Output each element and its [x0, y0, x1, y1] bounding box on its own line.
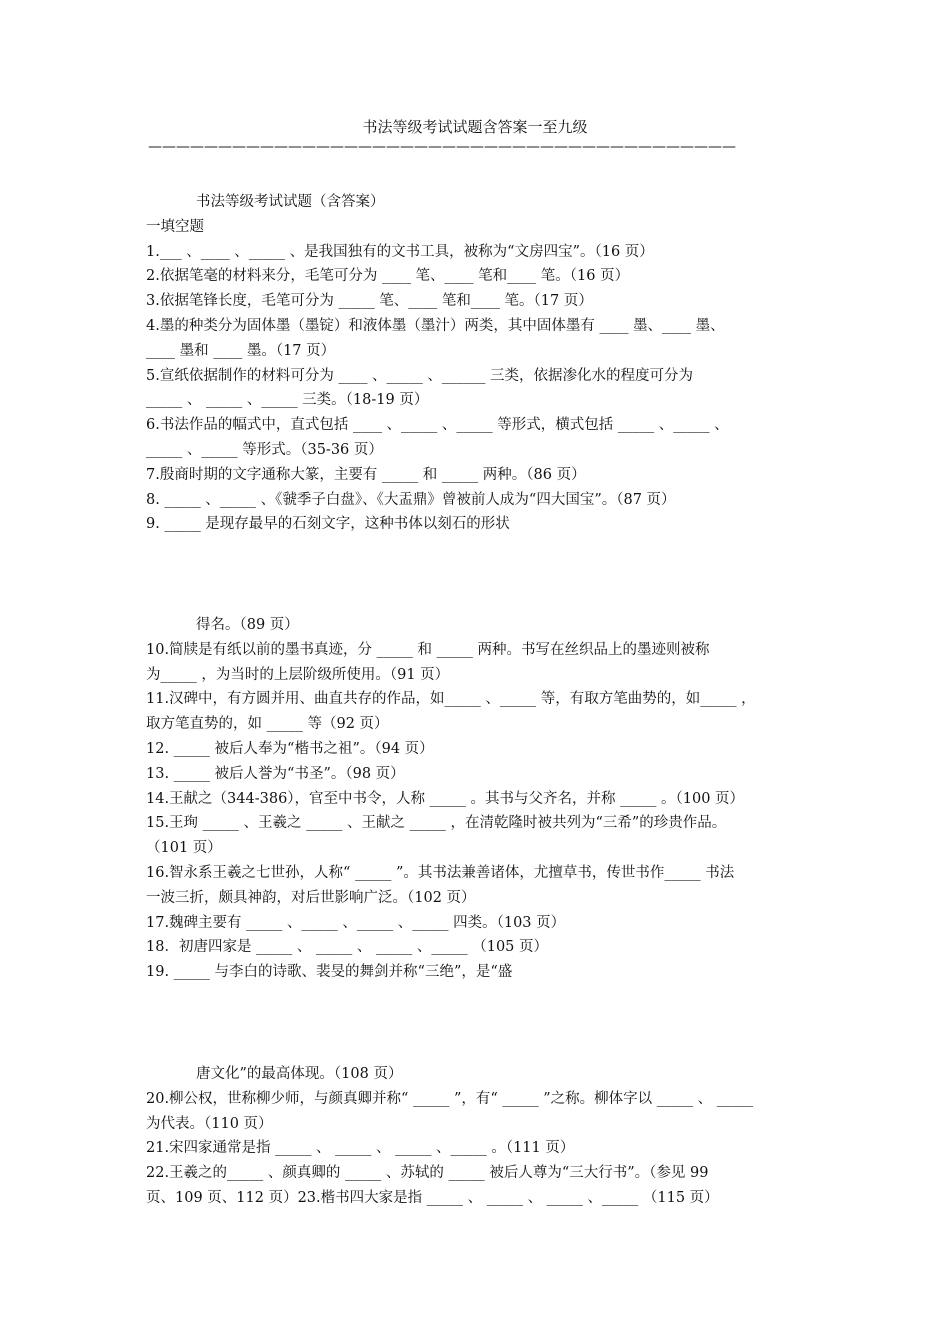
question-line: 14.王献之（344-386），官至中书令，人称 _____ 。其书与父齐名，并称 _____ 。（100 页） [146, 790, 745, 807]
question-line: 页、109 页、112 页）23.楷书四大家是指 _____ 、 _____ 、 _____ 、_____ （115 页） [146, 1189, 719, 1206]
question-line: 唐文化”的最高体现。（108 页） [196, 1066, 403, 1082]
question-line: 7.殷商时期的文字通称大篆，主要有 _____ 和 _____ 两种。（86 页） [146, 466, 586, 483]
title-divider: —————————————————————————————————————————— [148, 139, 736, 155]
question-block-1 [146, 190, 810, 537]
question-line: 17.魏碑主要有 _____ 、_____ 、_____ 、_____ 四类。（103 页） [146, 914, 566, 931]
question-line: _____ 、 _____ 、_____ 三类。（18-19 页） [146, 392, 429, 409]
question-line: 8. _____ 、_____ 、《虢季子白盘》、《大盂鼎》曾被前人成为“四大国宝”。（87 页） [146, 491, 676, 508]
question-line: 10.简牍是有纸以前的墨书真迹，分 _____ 和 _____ 两种。书写在丝织品上的墨迹则被称 [146, 641, 710, 658]
question-line: 22.王羲之的_____ 、颜真卿的 _____ 、苏轼的 _____ 被后人尊为“三大行书”。（参见 99 [146, 1165, 709, 1182]
question-line: 1.___ 、____ 、_____ 、是我国独有的文书工具，被称为“文房四宝”。（16 页） [146, 243, 654, 260]
section-title: 书法等级考试试题（含答案） [196, 194, 385, 210]
question-line: 9. _____ 是现存最早的石刻文字，这种书体以刻石的形状 [146, 516, 510, 533]
question-line: 20.柳公权，世称柳少师，与颜真卿并称“ _____ ”，有“ _____ ”之称。柳体字以 _____ 、 _____ [146, 1090, 753, 1107]
question-line: 11.汉碑中，有方圆并用、曲直共存的作品，如_____ 、_____ 等，有取方笔曲势的，如_____ ， [146, 691, 756, 708]
question-line: 16.智永系王羲之七世孙，人称“ _____ ”。其书法兼善诸体，尤擅草书，传世书作_____ 书法 [146, 864, 735, 881]
question-line: 为代表。（110 页） [146, 1115, 273, 1132]
question-block-3 [146, 1062, 810, 1211]
question-line: _____ 、_____ 等形式。（35-36 页） [146, 441, 383, 458]
question-line: （101 页） [146, 840, 222, 857]
question-line: 5.宣纸依据制作的材料可分为 ____ 、_____ 、______ 三类，依据渗化水的程度可分为 [146, 367, 694, 384]
question-line: 6.书法作品的幅式中，直式包括 ____ 、_____ 、_____ 等形式，横式包括 _____ 、_____ 、 [146, 417, 729, 434]
question-line: 21.宋四家通常是指 _____ 、 _____ 、 _____ 、_____ 。（111 页） [146, 1140, 575, 1157]
question-line: 2.依据笔毫的材料来分，毛笔可分为 ____ 笔、____ 笔和____ 笔。（16 页） [146, 268, 630, 285]
question-line: 18．初唐四家是 _____ 、 _____ 、 _____ 、_____ （105 页） [146, 939, 548, 956]
question-line: 12. _____ 被后人奉为“楷书之祖”。（94 页） [146, 740, 434, 757]
question-line: 13. _____ 被后人誉为“书圣”。（98 页） [146, 765, 405, 782]
document-title: 书法等级考试试题含答案一至九级 [362, 118, 588, 136]
question-block-2 [146, 613, 810, 985]
question-line: 3.依据笔锋长度，毛笔可分为 _____ 笔、____ 笔和____ 笔。（17 页） [146, 293, 593, 310]
section-heading: 一填空题 [146, 218, 204, 235]
question-line: 4.墨的种类分为固体墨（墨锭）和液体墨（墨汁）两类，其中固体墨有 ____ 墨、____ 墨、 [146, 317, 725, 334]
question-line: 为_____ ，为当时的上层阶级所使用。（91 页） [146, 666, 450, 683]
question-line: 取方笔直势的，如 _____ 等（92 页） [146, 716, 389, 733]
question-line: 15.王珣 _____ 、王羲之 _____ 、王献之 _____ ，在清乾隆时被共列为“三希”的珍贵作品。 [146, 815, 727, 832]
question-line: 一波三折，颇具神韵，对后世影响广泛。（102 页） [146, 889, 476, 906]
question-line: 19. _____ 与李白的诗歌、裴旻的舞剑并称“三绝”，是“盛 [146, 964, 513, 981]
question-line: 得名。（89 页） [196, 617, 299, 633]
question-line: ____ 墨和 ____ 墨。（17 页） [146, 342, 336, 359]
